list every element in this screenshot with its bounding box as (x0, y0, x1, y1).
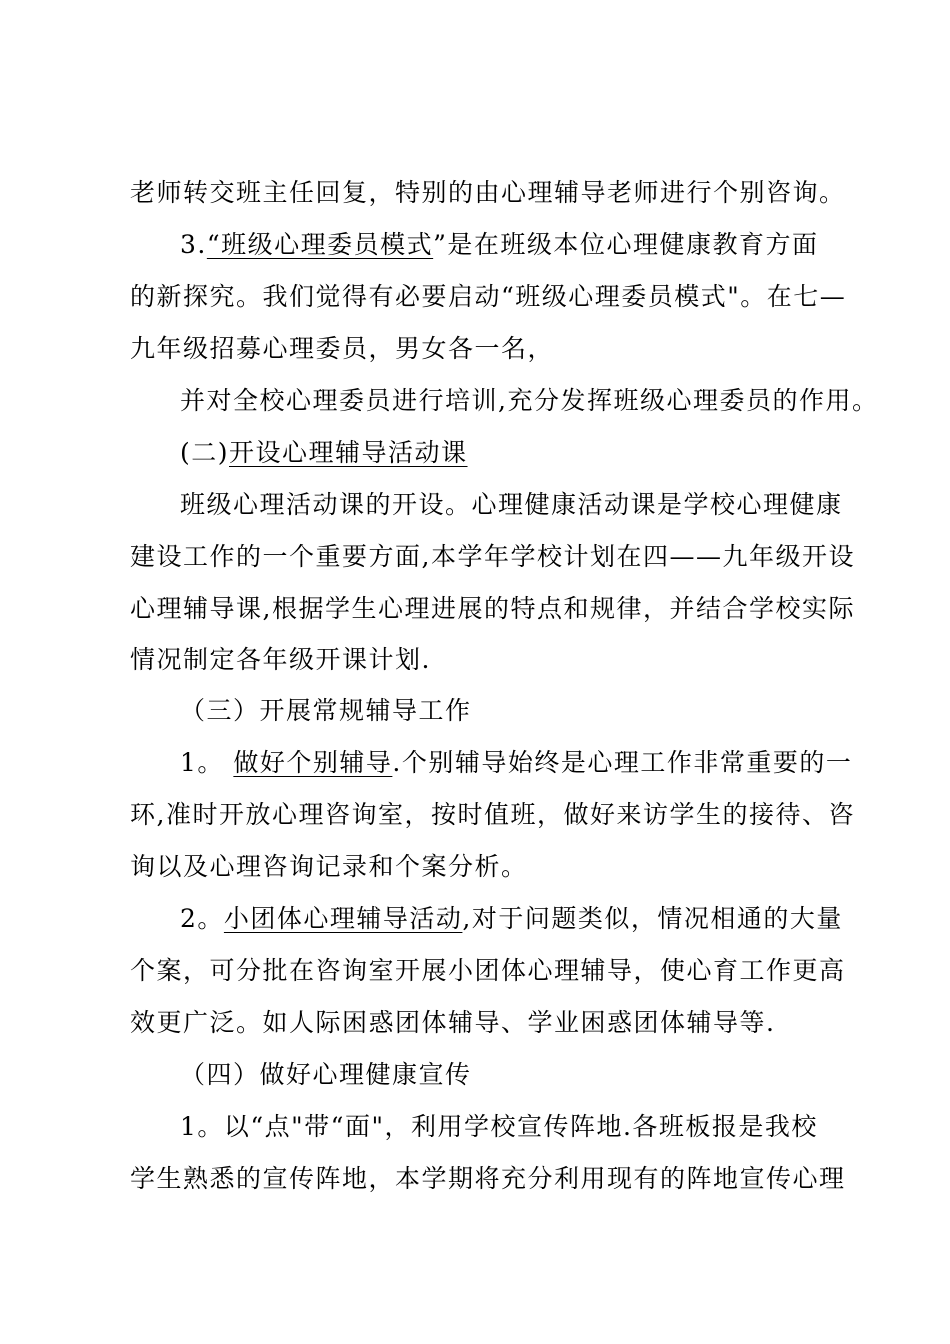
paragraph-line (180, 746, 852, 780)
paragraph-line: 九年级招募心理委员，男女各一名， (130, 334, 555, 363)
paragraph-line: 个案，可分批在咨询室开展小团体心理辅导，使心育工作更高 (130, 956, 846, 985)
section-number: (二) (180, 438, 230, 467)
underlined-term: 小团体心理辅导活动 (223, 904, 463, 933)
paragraph-line: 1。以“点"带“面"，利用学校宣传阵地.各班板报是我校 (180, 1112, 818, 1141)
paragraph-line: 情况制定各年级开课计划. (130, 645, 431, 674)
underlined-term: 做好个别辅导 (233, 748, 393, 777)
paragraph-line (180, 228, 818, 262)
list-number: 3. (180, 230, 207, 259)
paragraph-line (180, 902, 843, 936)
section-heading: （三）开展常规辅导工作 (180, 696, 472, 725)
paragraph-line: 的新探究。我们觉得有必要启动“班级心理委员模式"。在七— (130, 282, 847, 311)
paragraph-line: 环,准时开放心理咨询室，按时值班，做好来访学生的接待、咨 (130, 800, 855, 829)
section-heading: （四）做好心理健康宣传 (180, 1060, 472, 1089)
line-text: ”是在班级本位心理健康教育方面 (433, 230, 819, 259)
paragraph-line: 效更广泛。如人际困惑团体辅导、学业困惑团体辅导等. (130, 1008, 776, 1037)
list-number: 2。 (180, 904, 224, 933)
line-text: ,对于问题类似，情况相通的大量 (462, 904, 843, 933)
paragraph-line: 学生熟悉的宣传阵地，本学期将充分利用现有的阵地宣传心理 (130, 1164, 846, 1193)
paragraph-line: 建设工作的一个重要方面,本学年学校计划在四——九年级开设 (130, 542, 855, 571)
paragraph-line: 班级心理活动课的开设。心理健康活动课是学校心理健康 (180, 490, 843, 519)
paragraph-line: 老师转交班主任回复，特别的由心理辅导老师进行个别咨询。 (130, 178, 846, 207)
paragraph-line: 询以及心理咨询记录和个案分析。 (130, 852, 528, 881)
section-heading (180, 436, 468, 470)
paragraph-line: 并对全校心理委员进行培训,充分发挥班级心理委员的作用。 (180, 386, 879, 415)
underlined-term: 开设心理辅导活动课 (229, 438, 468, 467)
list-number: 1。 (180, 748, 234, 777)
line-text: .个别辅导始终是心理工作非常重要的一 (392, 748, 853, 777)
underlined-term: “班级心理委员模式 (206, 230, 434, 259)
paragraph-line: 心理辅导课,根据学生心理进展的特点和规律，并结合学校实际 (130, 594, 855, 623)
